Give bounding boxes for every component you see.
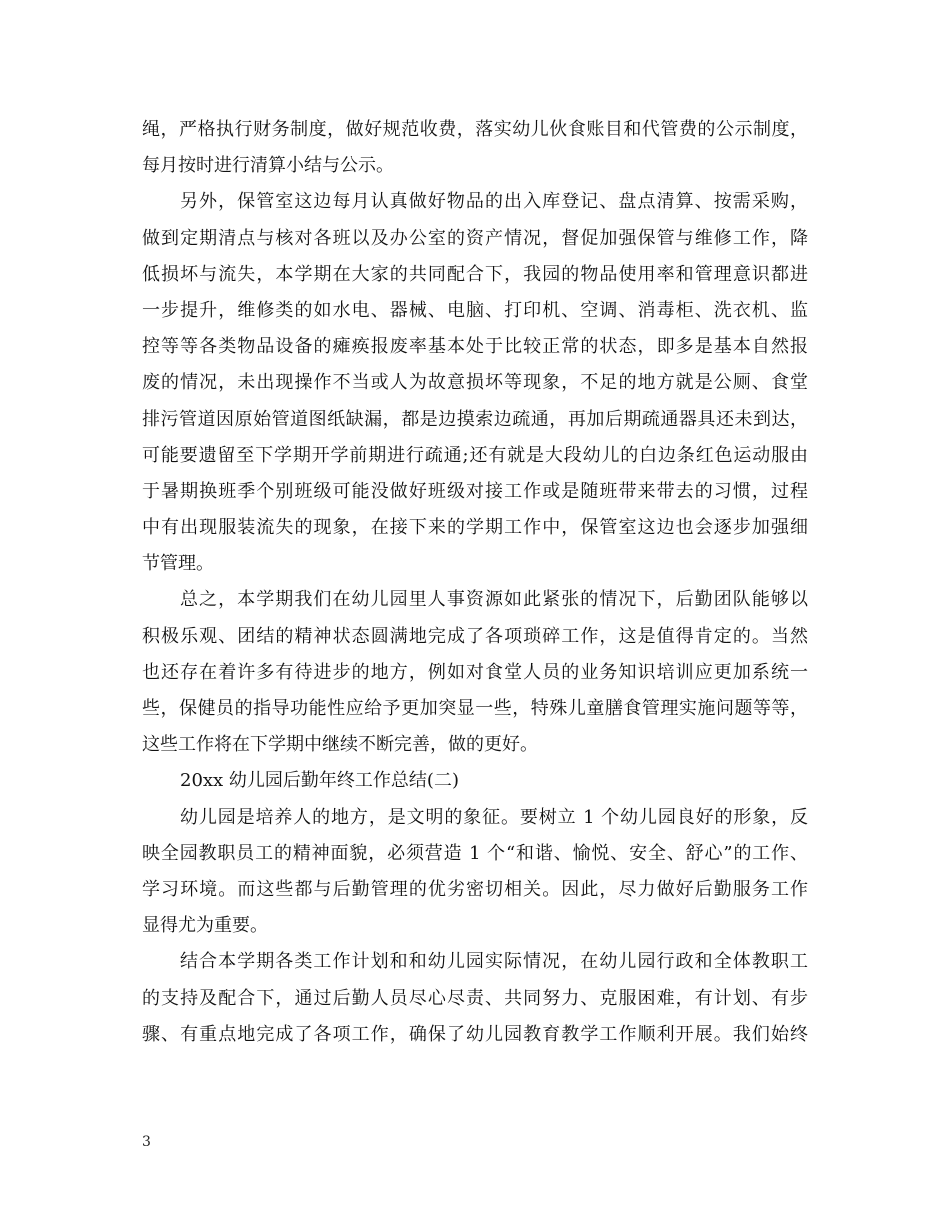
text-line: 20xx 幼儿园后勤年终工作总结(二) <box>180 770 459 792</box>
text-line: 中有出现服装流失的现象，在接下来的学期工作中，保管室这边也会逐步加强细 <box>142 517 808 539</box>
text-line: 骤、有重点地完成了各项工作，确保了幼儿园教育教学工作顺利开展。我们始终 <box>142 1023 808 1045</box>
text-line: 积极乐观、团结的精神状态圆满地完成了各项琐碎工作，这是值得肯定的。当然 <box>142 625 808 647</box>
text-line: 映全园教职员工的精神面貌，必须营造 1 个“和谐、愉悦、安全、舒心”的工作、 <box>142 842 808 864</box>
text-line: 这些工作将在下学期中继续不断完善，做的更好。 <box>142 734 538 756</box>
text-line: 绳，严格执行财务制度，做好规范收费，落实幼儿伙食账目和代管费的公示制度， <box>142 119 808 140</box>
text-line: 一步提升，维修类的如水电、器械、电脑、打印机、空调、消毒柜、洗衣机、监 <box>142 299 808 321</box>
text-line: 另外，保管室这边每月认真做好物品的出入库登记、盘点清算、按需采购， <box>180 191 808 213</box>
text-line: 废的情况，未出现操作不当或人为故意损坏等现象，不足的地方就是公厕、食堂 <box>142 372 808 394</box>
text-line: 显得尤为重要。 <box>142 915 268 937</box>
page-number: 3 <box>142 1134 151 1150</box>
text-line: 低损坏与流失，本学期在大家的共同配合下，我园的物品使用率和管理意识都进 <box>142 263 808 285</box>
text-line: 结合本学期各类工作计划和和幼儿园实际情况，在幼儿园行政和全体教职工 <box>180 951 808 973</box>
text-line: 控等等各类物品设备的瘫痪报废率基本处于比较正常的状态，即多是基本自然报 <box>142 336 808 358</box>
text-line: 可能要遗留至下学期开学前期进行疏通;还有就是大段幼儿的白边条红色运动服由 <box>142 444 808 466</box>
text-line: 幼儿园是培养人的地方，是文明的象征。要树立 1 个幼儿园良好的形象，反 <box>180 806 808 828</box>
document-body <box>142 112 808 1053</box>
text-line: 节管理。 <box>142 553 214 575</box>
text-line: 学习环境。而这些都与后勤管理的优劣密切相关。因此，尽力做好后勤服务工作 <box>142 878 808 900</box>
text-line: 每月按时进行清算小结与公示。 <box>142 155 394 177</box>
text-line: 也还存在着许多有待进步的地方，例如对食堂人员的业务知识培训应更加系统一 <box>142 661 808 683</box>
text-line: 于暑期换班季个别班级可能没做好班级对接工作或是随班带来带去的习惯，过程 <box>142 480 808 502</box>
text-line: 些，保健员的指导功能性应给予更加突显一些，特殊儿童膳食管理实施问题等等， <box>142 698 808 719</box>
text-line: 排污管道因原始管道图纸缺漏，都是边摸索边疏通，再加后期疏通器具还未到达， <box>142 408 808 430</box>
text-line: 做到定期清点与核对各班以及办公室的资产情况，督促加强保管与维修工作，降 <box>142 227 808 249</box>
text-line: 总之，本学期我们在幼儿园里人事资源如此紧张的情况下，后勤团队能够以 <box>180 589 808 611</box>
text-line: 的支持及配合下，通过后勤人员尽心尽责、共同努力、克服困难，有计划、有步 <box>142 987 808 1009</box>
